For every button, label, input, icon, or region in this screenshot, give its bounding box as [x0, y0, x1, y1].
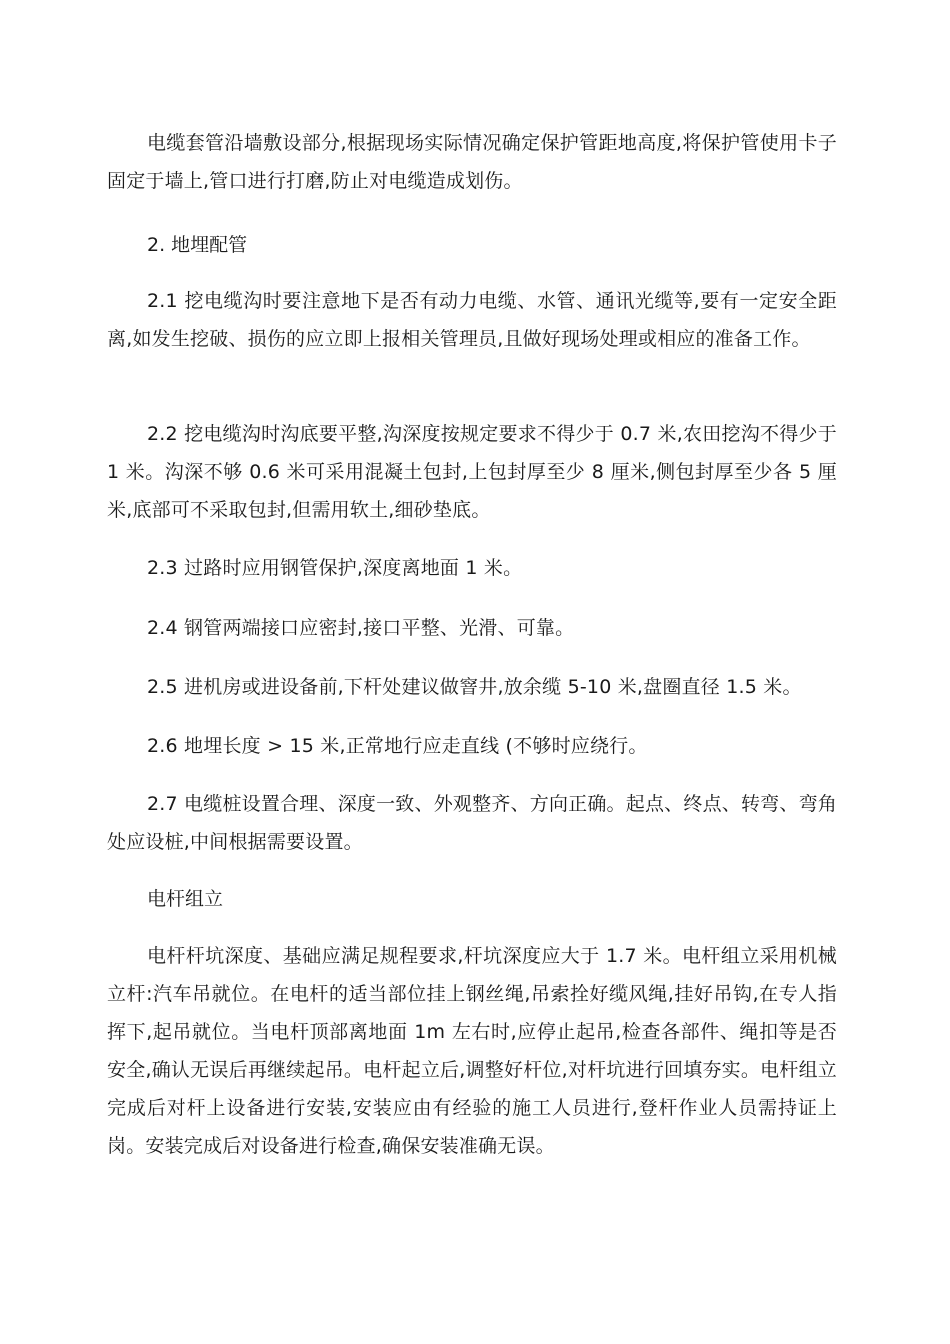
paragraph-2-6: 2.6 地埋长度 > 15 米,正常地行应走直线 (不够时应绕行。: [147, 735, 648, 757]
paragraph-2-4: 2.4 钢管两端接口应密封,接口平整、光滑、可靠。: [147, 617, 575, 639]
section-heading-pole-erection: 电杆组立: [147, 888, 224, 910]
paragraph-2-3: 2.3 过路时应用钢管保护,深度离地面 1 米。: [147, 557, 523, 579]
paragraph-2-7: 2.7 电缆桩设置合理、深度一致、外观整齐、方向正确。起点、终点、转弯、弯角处应设桩,中间根据需要设置。: [107, 793, 837, 853]
intro-paragraph: 电缆套管沿墙敷设部分,根据现场实际情况确定保护管距地高度,将保护管使用卡子固定于墙上,管口进行打磨,防止对电缆造成划伤。: [107, 132, 837, 192]
paragraph-2-5: 2.5 进机房或进设备前,下杆处建议做窨井,放余缆 5-10 米,盘圈直径 1.5 米。: [147, 676, 802, 698]
paragraph-2-2: 2.2 挖电缆沟时沟底要平整,沟深度按规定要求不得少于 0.7 米,农田挖沟不得少于 1 米。沟深不够 0.6 米可采用混凝土包封,上包封厚至少 8 厘米,侧包封厚至少各 5 厘米,底部可不采取包封,但需用软土,细砂垫底。: [107, 423, 837, 521]
pole-erection-paragraph: 电杆杆坑深度、基础应满足规程要求,杆坑深度应大于 1.7 米。电杆组立采用机械立杆:汽车吊就位。在电杆的适当部位挂上钢丝绳,吊索拴好缆风绳,挂好吊钩,在专人指挥下,起吊就位。当电杆顶部离地面 1m 左右时,应停止起吊,检查各部件、绳扣等是否安全,确认无误后再继续起吊。电杆起立后,调整好杆位,对杆坑进行回填夯实。电杆组立完成后对杆上设备进行安装,安装应由有经验的施工人员进行,登杆作业人员需持证上岗。安装完成后对设备进行检查,确保安装准确无误。: [107, 945, 837, 1157]
paragraph-2-1: 2.1 挖电缆沟时要注意地下是否有动力电缆、水管、通讯光缆等,要有一定安全距离,如发生挖破、损伤的应立即上报相关管理员,且做好现场处理或相应的准备工作。: [107, 290, 837, 350]
section-heading-underground-piping: 2. 地埋配管: [147, 234, 248, 256]
